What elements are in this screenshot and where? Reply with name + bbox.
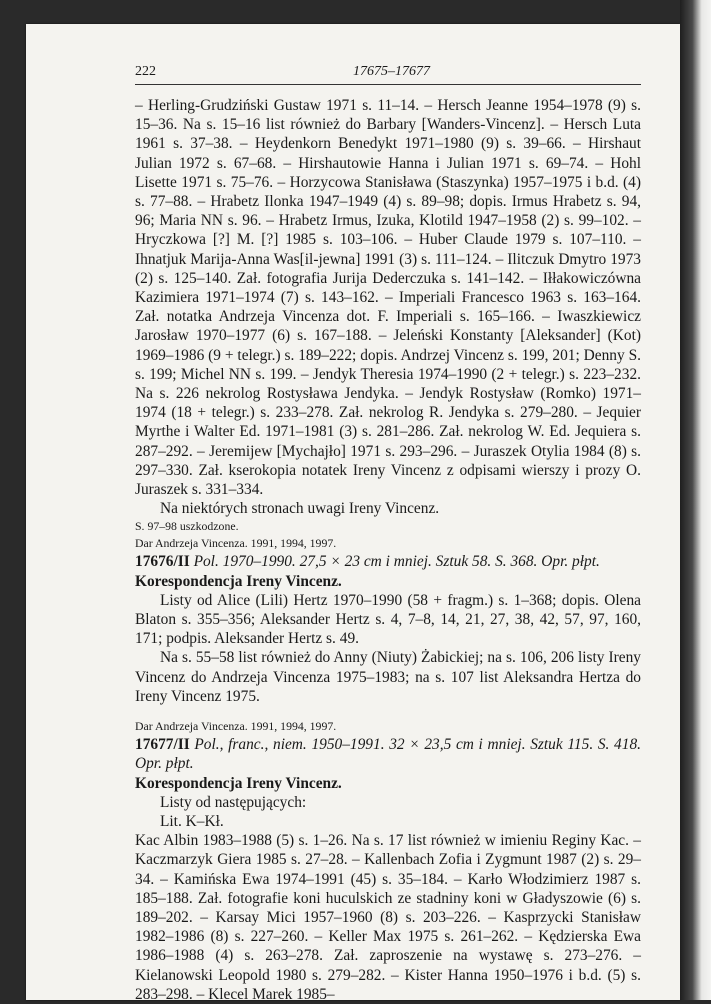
book-page-edge — [680, 0, 711, 1000]
note-provenance: Dar Andrzeja Vincenza. 1991, 1994, 1997. — [135, 719, 337, 734]
catalog-text — [135, 96, 641, 1004]
entry-title: Korespondencja Ireny Vincenz. — [135, 774, 342, 792]
entry-continuation: – Herling-Grudziński Gustaw 1971 s. 11–14. – Hersch Jeanne 1954–1978 (9) s. 15–36. Na s. 15–16 list również do Barbary [Wanders-Vincenz]. – Hersch Luta 1961 s. 37–38. – Heydenkorn Benedykt 1971–1980 (9) s. 39–66. – Hirshaut Julian 1972 s. 67–68. – Hirshautowie Hanna i Julian 1971 s. 69–74. – Hohl Lisette 1971 s. 75–76. – Horzycowa Stanisława (Staszynka) 1957–1975 i b.d. (4) s. 77–88. – Hrabetz Ilonka 1947–1949 (4) s. 89–98; dopis. Irmus Hrabetz s. 94, 96; Maria NN s. 96. – Hrabetz Irmus, Izuka, Klotild 1947–1958 (2) s. 99–102. – Hryczkowa [?] M. [?] 1985 s. 103–106. – Huber Claude 1979 s. 107–110. – Ihnatjuk Marija-Anna Was[il-jewna] 1991 (3) s. 111–124. – Ilitczuk Dmytro 1973 (2) s. 125–140. Zał. fotografia Jurija Dederczuka s. 141–142. – Iłłakowiczówna Kazimiera 1971–1974 (7) s. 143–162. – Imperiali Francesco 1963 s. 163–164. Zał. notatka Andrzeja Vincenza dot. F. Imperiali s. 165–166. – Iwaszkiewicz Jarosław 1970–1977 (6) s. 167–188. – Jeleński Konstanty [Aleksander] (Kot) 1969–1986 (9 + telegr.) s. 189–222; dopis. Andrzej Vincenz s. 199, 201; Denny S. s. 199; Michel NN s. 199. – Jendyk Theresia 1974–1990 (2 + telegr.) s. 223–232. Na s. 226 nekrolog Rostysława Jendyka. – Jendyk Rostysław (Romko) 1971–1974 (18 + telegr.) s. 233–278. Zał. nekrolog R. Jendyka s. 279–280. – Jequier Myrthe i Walter Ed. 1971–1981 (3) s. 281–286. Zał. nekrolog W. Ed. Jequiera s. 287–292. – Jeremijew [Mychajło] 1971 s. 293–296. – Juraszek Otylia 1984 (8) s. 297–330. Zał. kserokopia notatek Ireny Vincenz z odpisami wierszy i prozy O. Juraszek s. 331–334. — [135, 97, 641, 499]
entry-title: Korespondencja Ireny Vincenz. — [135, 572, 342, 590]
note-damage: S. 97–98 uszkodzone. — [135, 519, 239, 534]
running-title: 17675–17677 — [353, 64, 430, 79]
entry-description: Pol. 1970–1990. 27,5 × 23 cm i mniej. Sztuk 58. S. 368. Opr. płpt. — [189, 553, 600, 571]
entry-intro: Listy od następujących: — [160, 793, 307, 811]
entry-paragraph: Kac Albin 1983–1988 (5) s. 1–26. Na s. 17 list również w imieniu Reginy Kac. – Kaczmarzyk Giera 1985 s. 27–28. – Kallenbach Zofia i Zygmunt 1987 (2) s. 29–34. – Kamińska Ewa 1974–1991 (45) s. 35–184. – Karło Włodzimierz 1987 s. 185–188. Zał. fotografie koni huculskich ze stadniny koni w Gładyszowie (6) s. 189–202. – Karsay Mici 1957–1960 (8) s. 203–226. – Kasprzycki Stanisław 1982–1986 (8) s. 227–260. – Keller Max 1975 s. 261–262. – Kędzierska Ewa 1986–1988 (4) s. 263–278. Zał. zaproszenie na wystawę s. 273–276. – Kielanowski Leopold 1980 s. 279–282. – Kister Hanna 1950–1976 i b.d. (5) s. 283–298. – Klecel Marek 1985– — [135, 832, 641, 1003]
entry-signature: 17677/II — [135, 736, 190, 754]
entry-paragraph: Na s. 55–58 list również do Anny (Niuty) Żabickiej; na s. 106, 206 listy Ireny Vincenz do Andrzeja Vincenza 1975–1983; na s. 107 list Aleksandra Hertza do Ireny Vincenz 1975. — [135, 649, 641, 705]
entry-range: Lit. K–Kł. — [160, 812, 224, 830]
entry-17676-header — [135, 552, 641, 571]
note-provenance: Dar Andrzeja Vincenza. 1991, 1994, 1997. — [135, 536, 337, 551]
entry-17677-header — [135, 735, 641, 773]
entry-description: Pol., franc., niem. 1950–1991. 32 × 23,5 cm i mniej. Sztuk 115. S. 418. Opr. płpt. — [135, 736, 641, 773]
page-number: 222 — [135, 64, 156, 79]
page-header — [135, 64, 641, 85]
remark: Na niektórych stronach uwagi Ireny Vincenz. — [160, 500, 440, 518]
entry-paragraph: Listy od Alice (Lili) Hertz 1970–1990 (58 + fragm.) s. 1–368; dopis. Olena Blaton s. 355–356; Aleksander Hertz s. 4, 7–8, 14, 21, 27, 38, 42, 57, 97, 160, 171; podpis. Aleksander Hertz s. 49. — [135, 591, 641, 648]
entry-signature: 17676/II — [135, 553, 190, 571]
